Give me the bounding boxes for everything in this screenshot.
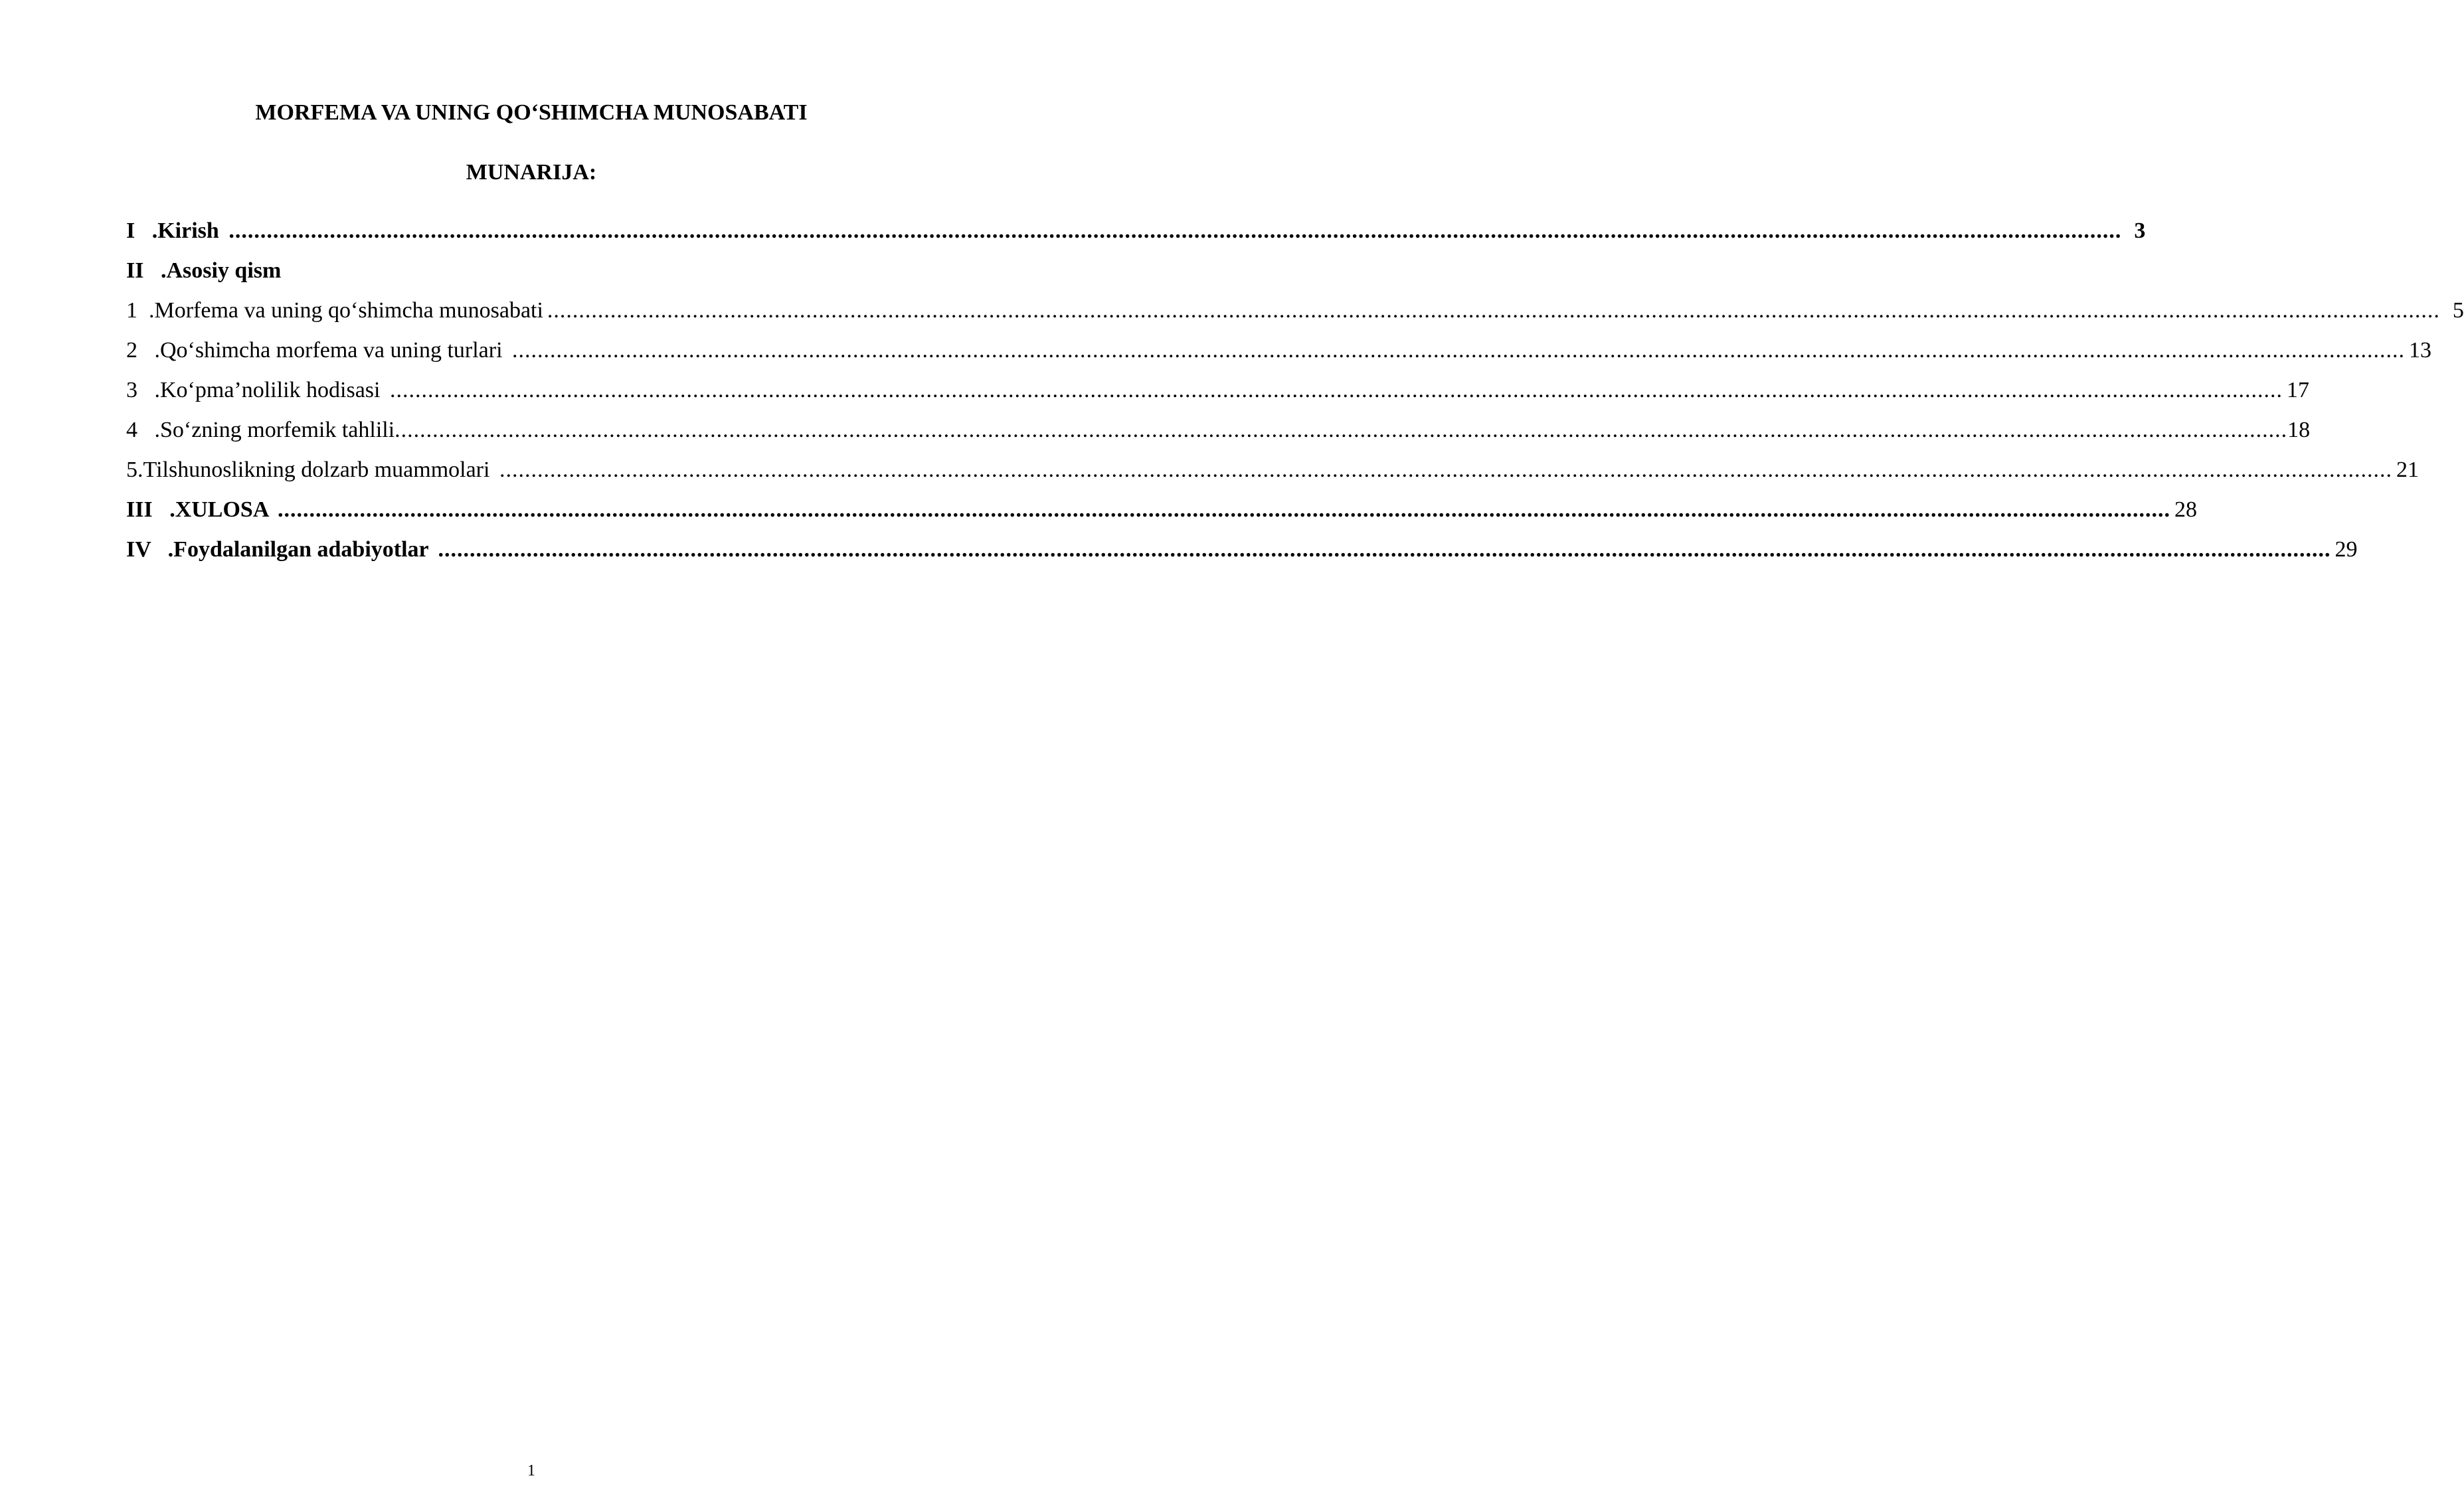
document-title: MORFEMA VA UNING QO‘SHIMCHA MUNOSABATI bbox=[255, 100, 808, 125]
toc-entry-page: 3 bbox=[2134, 218, 2146, 243]
toc-leader-dots: ............................................................................................................................................................................................................................................................................................................ bbox=[547, 298, 2440, 323]
toc-entry-label: 5.Tilshunoslikning dolzarb muammolari bbox=[126, 458, 495, 482]
toc-entry-number: 2 bbox=[126, 338, 155, 363]
toc-entry-label: .Foydalanilgan adabiyotlar bbox=[167, 537, 434, 562]
toc-entry-number: 1 bbox=[126, 298, 149, 323]
toc-entry-label: .Asosiy qism bbox=[160, 258, 282, 283]
table-of-contents bbox=[126, 218, 2464, 576]
toc-leader-dots: ............................................................................................................................................................................................................................................................................................................ bbox=[278, 497, 2171, 522]
toc-entry-number: 4 bbox=[126, 418, 155, 442]
toc-entry[interactable] bbox=[126, 537, 2358, 576]
toc-entry[interactable] bbox=[126, 297, 2464, 337]
toc-entry-number: IV bbox=[126, 537, 168, 562]
toc-entry-page: 28 bbox=[2174, 497, 2198, 522]
toc-entry[interactable] bbox=[126, 497, 2198, 537]
toc-entry-label: .Ko‘pma’nolilik hodisasi bbox=[154, 378, 386, 402]
toc-entry-number: 3 bbox=[126, 378, 155, 402]
toc-heading: MUNARIJA: bbox=[466, 160, 597, 185]
toc-entry-number: II bbox=[126, 258, 161, 283]
toc-entry-label: .Qo‘shimcha morfema va uning turlari bbox=[154, 338, 509, 363]
toc-entry[interactable] bbox=[126, 337, 2432, 377]
toc-entry-page: 18 bbox=[2287, 418, 2311, 442]
toc-entry-label: .Morfema va uning qo‘shimcha munosabati bbox=[149, 298, 543, 323]
toc-leader-dots: ............................................................................................................................................................................................................................................................................................................ bbox=[395, 418, 2288, 442]
toc-entry[interactable] bbox=[126, 258, 983, 297]
toc-entry-label: .XULOSA bbox=[169, 497, 274, 522]
toc-leader-dots: ............................................................................................................................................................................................................................................................................................................ bbox=[389, 378, 2283, 402]
toc-entry-label: .Kirish bbox=[151, 218, 225, 243]
toc-entry-page: 5 bbox=[2452, 298, 2464, 323]
toc-entry-page: 17 bbox=[2286, 378, 2309, 402]
toc-leader-dots: ............................................................................................................................................................................................................................................................................................................ bbox=[499, 458, 2392, 482]
toc-entry[interactable] bbox=[126, 457, 2419, 497]
toc-leader-dots: ............................................................................................................................................................................................................................................................................................................ bbox=[512, 338, 2406, 363]
toc-leader-dots: ............................................................................................................................................................................................................................................................................................................ bbox=[438, 537, 2331, 562]
toc-entry-page: 13 bbox=[2409, 338, 2432, 363]
toc-entry[interactable] bbox=[126, 377, 2309, 417]
toc-entry-number: I bbox=[126, 218, 152, 243]
toc-entry-number: III bbox=[126, 497, 170, 522]
toc-entry-page: 21 bbox=[2396, 458, 2419, 482]
toc-entry[interactable] bbox=[126, 218, 2146, 258]
toc-leader-dots: ............................................................................................................................................................................................................................................................................................................ bbox=[228, 218, 2122, 243]
toc-entry-page: 29 bbox=[2334, 537, 2358, 562]
toc-entry-label: .So‘zning morfemik tahlili bbox=[154, 418, 395, 442]
toc-entry[interactable] bbox=[126, 417, 2311, 457]
page-number: 1 bbox=[527, 1462, 535, 1479]
